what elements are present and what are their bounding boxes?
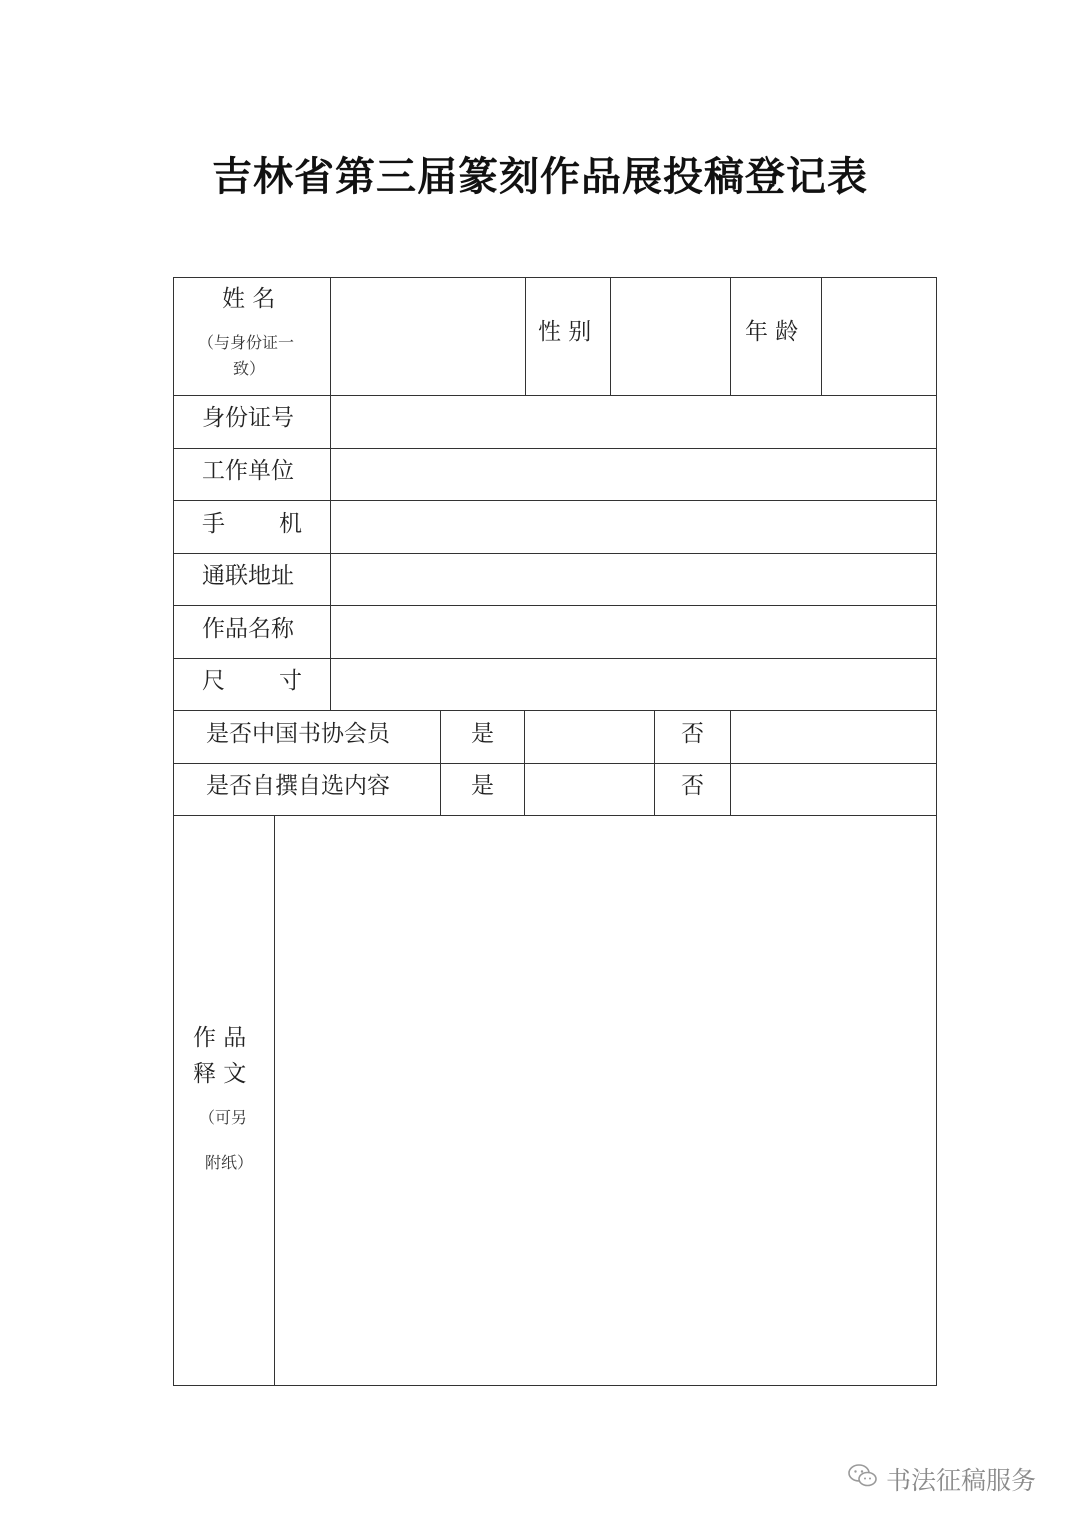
work-text-note: （可另 [199, 1108, 248, 1127]
work-title-field[interactable] [331, 606, 936, 658]
name-note: （与身份证一 [198, 333, 295, 352]
member-yes-field[interactable] [525, 711, 654, 763]
table-line [440, 710, 441, 815]
age-field[interactable] [822, 278, 936, 395]
member-no-label: 否 [681, 721, 704, 747]
self-no-field[interactable] [731, 764, 936, 815]
member-label: 是否中国书协会员 [206, 721, 390, 747]
table-line [654, 710, 655, 815]
watermark-text: 书法征稿服务 [886, 1466, 1037, 1495]
table-line [525, 277, 526, 395]
watermark [848, 1459, 1036, 1499]
table-line [173, 1385, 937, 1386]
id-number-field[interactable] [331, 396, 936, 448]
member-yes-label: 是 [471, 721, 494, 747]
work-unit-label: 工作单位 [202, 458, 294, 484]
self-yes-field[interactable] [525, 764, 654, 815]
form-title: 吉林省第三届篆刻作品展投稿登记表 [212, 153, 868, 200]
mobile-label: 手 [202, 511, 225, 537]
work-title-label: 作品名称 [202, 616, 294, 642]
name-label: 姓 名 [222, 286, 276, 312]
table-line [173, 277, 174, 1386]
gender-field[interactable] [611, 278, 730, 395]
size-label: 尺 [202, 668, 225, 694]
work-text-note: 附纸） [205, 1153, 254, 1172]
size-field[interactable] [331, 659, 936, 710]
age-label: 年 龄 [745, 319, 799, 345]
gender-label: 性 别 [538, 319, 592, 345]
table-line [936, 277, 937, 1386]
address-field[interactable] [331, 554, 936, 605]
name-note: 致） [233, 359, 266, 378]
name-field[interactable] [331, 278, 525, 395]
table-line [730, 277, 731, 395]
self-written-label: 是否自撰自选内容 [206, 773, 390, 799]
size-label: 寸 [279, 668, 302, 694]
self-no-label: 否 [681, 773, 704, 799]
wechat-icon [848, 1463, 878, 1495]
self-yes-label: 是 [471, 773, 494, 799]
mobile-label: 机 [279, 511, 302, 537]
work-text-field[interactable] [275, 816, 936, 1385]
id-number-label: 身份证号 [202, 405, 294, 431]
member-no-field[interactable] [731, 711, 936, 763]
address-label: 通联地址 [202, 563, 294, 589]
work-text-label: 释 文 [193, 1061, 247, 1087]
work-text-label: 作 品 [193, 1025, 247, 1051]
mobile-field[interactable] [331, 501, 936, 553]
work-unit-field[interactable] [331, 449, 936, 500]
